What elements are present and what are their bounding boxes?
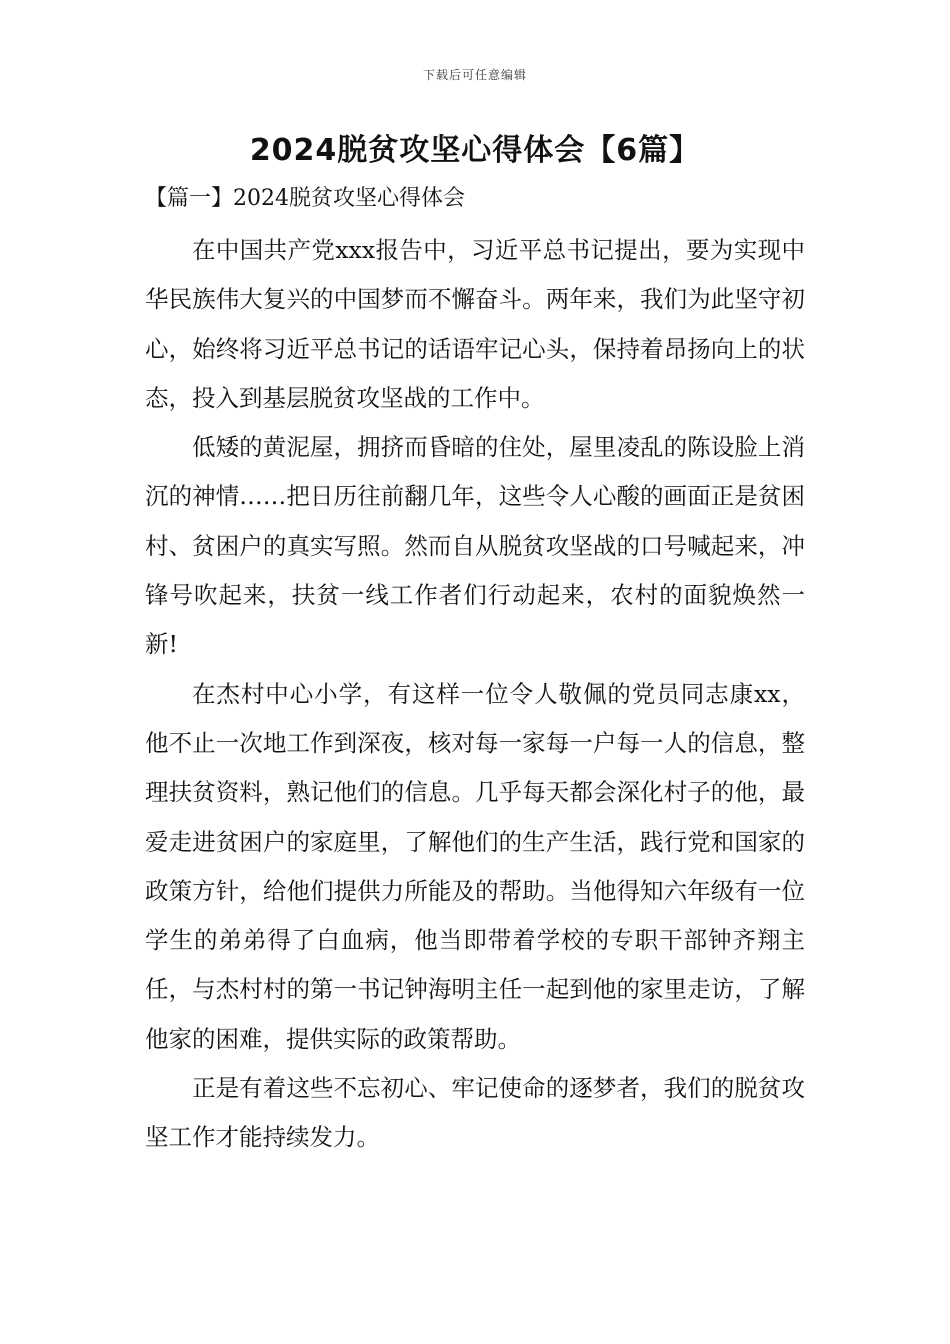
paragraph-4: 正是有着这些不忘初心、牢记使命的逐梦者，我们的脱贫攻坚工作才能持续发力。 [145,1074,805,1152]
document-title: 2024脱贫攻坚心得体会【6篇】 [249,133,701,168]
paragraph-1: 在中国共产党xxx报告中，习近平总书记提出，要为实现中华民族伟大复兴的中国梦而不懈奋斗。两年来，我们为此坚守初心，始终将习近平总书记的话语牢记心头，保持着昂扬向上的状态，投入到基层脱贫攻坚战的工作中。 [145,236,805,412]
header-note: 下载后可任意编辑 [422,68,527,82]
section-heading: 【篇一】2024脱贫攻坚心得体会 [145,186,465,211]
paragraph-3: 在杰村中心小学，有这样一位令人敬佩的党员同志康xx，他不止一次地工作到深夜，核对每一家每一户每一人的信息，整理扶贫资料，熟记他们的信息。几乎每天都会深化村子的他，最爱走进贫困户的家庭里，了解他们的生产生活，践行党和国家的政策方针，给他们提供力所能及的帮助。当他得知六年级有一位学生的弟弟得了白血病，他当即带着学校的专职干部钟齐翔主任，与杰村村的第一书记钟海明主任一起到他的家里走访，了解他家的困难，提供实际的政策帮助。 [145,679,805,1053]
body-text [145,226,805,1163]
paragraph-2: 低矮的黄泥屋，拥挤而昏暗的住处，屋里凌乱的陈设脸上消沉的神情……把日历往前翻几年，这些令人心酸的画面正是贫困村、贫困户的真实写照。然而自从脱贫攻坚战的口号喊起来，冲锋号吹起来，扶贫一线工作者们行动起来，农村的面貌焕然一新! [145,433,805,659]
